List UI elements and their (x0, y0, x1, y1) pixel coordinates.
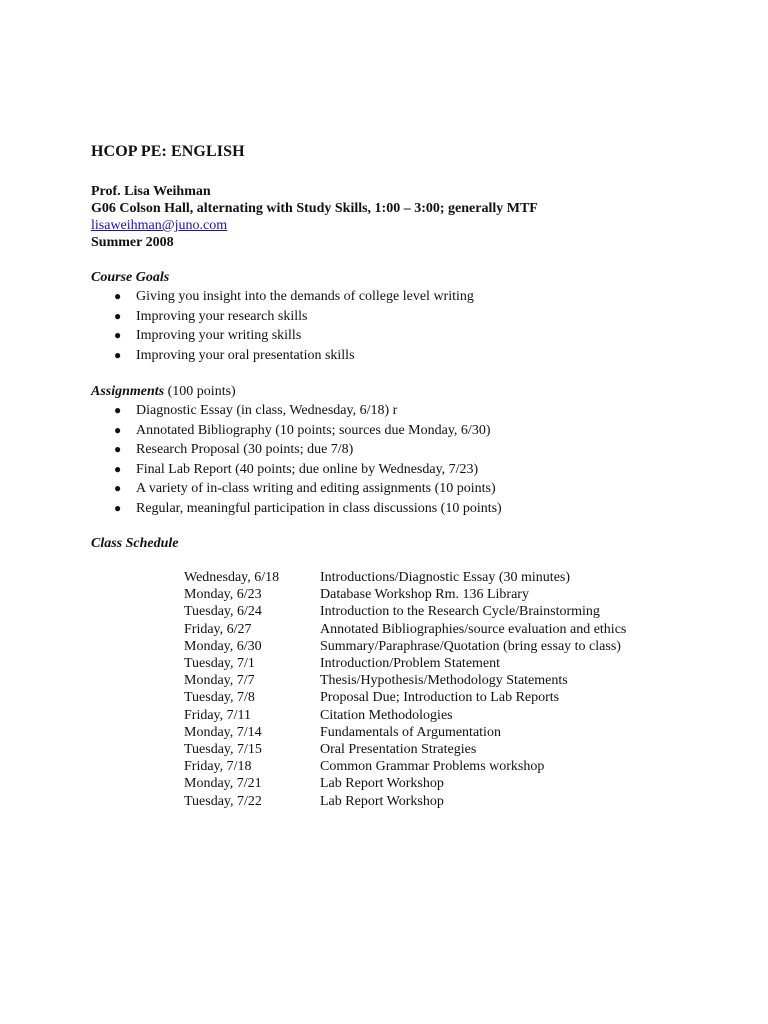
schedule-topic: Citation Methodologies (320, 707, 453, 723)
assignment-item (91, 460, 502, 480)
schedule-topic: Lab Report Workshop (320, 776, 444, 792)
assignments-points-note: (100 points) (167, 384, 236, 399)
schedule-topic: Proposal Due; Introduction to Lab Reports (320, 690, 560, 706)
schedule-topic: Summary/Paraphrase/Quotation (bring essay to class) (320, 638, 621, 654)
course-goals-list (91, 287, 474, 365)
bullet-icon: ● (114, 442, 122, 457)
schedule-row (184, 689, 626, 706)
course-goals-heading: Course Goals (91, 270, 170, 285)
bullet-icon: ● (114, 347, 122, 362)
schedule-table (184, 569, 626, 810)
assignment-item-text: Research Proposal (30 points; due 7/8) (136, 442, 354, 458)
goal-item (91, 287, 474, 307)
schedule-row (184, 569, 626, 586)
schedule-row (184, 707, 626, 724)
schedule-row (184, 775, 626, 792)
schedule-row (184, 724, 626, 741)
assignments-heading (91, 383, 236, 401)
schedule-row (184, 793, 626, 810)
assignment-item (91, 401, 502, 421)
schedule-topic: Introduction to the Research Cycle/Brainstorming (320, 604, 600, 620)
goal-item-text: Giving you insight into the demands of college level writing (136, 289, 474, 304)
schedule-row (184, 741, 626, 758)
assignments-list (91, 401, 502, 519)
schedule-day: Friday, 6/27 (184, 621, 252, 637)
assignments-heading-label: Assignments (91, 384, 165, 399)
goal-item-text: Improving your oral presentation skills (136, 347, 355, 363)
schedule-row (184, 586, 626, 603)
goal-item (91, 346, 474, 366)
schedule-day: Monday, 7/7 (184, 673, 255, 689)
schedule-topic: Oral Presentation Strategies (320, 742, 477, 758)
goal-item (91, 307, 474, 327)
assignment-item-text: Final Lab Report (40 points; due online by Wednesday, 7/23) (136, 461, 479, 477)
schedule-topic: Introduction/Problem Statement (320, 656, 501, 672)
bullet-icon: ● (114, 500, 122, 515)
schedule-topic: Introductions/Diagnostic Essay (30 minutes) (320, 570, 571, 585)
assignment-item-text: A variety of in-class writing and editing assignments (10 points) (136, 481, 496, 497)
schedule-day: Friday, 7/18 (184, 759, 252, 775)
schedule-day: Wednesday, 6/18 (184, 570, 280, 585)
bullet-icon: ● (114, 403, 122, 417)
schedule-day: Monday, 6/23 (184, 587, 262, 603)
email-link[interactable]: lisaweihman@juno.com (91, 218, 228, 233)
schedule-topic: Lab Report Workshop (320, 793, 444, 809)
schedule-day: Monday, 7/21 (184, 776, 262, 792)
class-schedule-heading: Class Schedule (91, 536, 179, 551)
assignment-item (91, 479, 502, 499)
assignment-item (91, 421, 502, 441)
goal-item (91, 326, 474, 346)
assignment-item (91, 440, 502, 460)
goal-item-text: Improving your research skills (136, 308, 308, 324)
goal-item-text: Improving your writing skills (136, 328, 302, 344)
schedule-day: Tuesday, 7/15 (184, 742, 262, 758)
schedule-day: Monday, 6/30 (184, 638, 262, 654)
schedule-day: Monday, 7/14 (184, 724, 262, 740)
schedule-day: Tuesday, 6/24 (184, 604, 262, 620)
assignment-item-text: Regular, meaningful participation in class discussions (10 points) (136, 500, 502, 516)
schedule-topic: Fundamentals of Argumentation (320, 724, 501, 740)
assignment-item-text: Diagnostic Essay (in class, Wednesday, 6/18) r (136, 403, 398, 418)
schedule-topic: Thesis/Hypothesis/Methodology Statements (320, 673, 568, 689)
schedule-day: Tuesday, 7/1 (184, 656, 255, 672)
schedule-row (184, 603, 626, 620)
bullet-icon: ● (114, 481, 122, 496)
bullet-icon: ● (114, 328, 122, 343)
schedule-topic: Database Workshop Rm. 136 Library (320, 587, 529, 603)
schedule-day: Tuesday, 7/8 (184, 690, 255, 706)
schedule-row (184, 758, 626, 775)
schedule-topic: Common Grammar Problems workshop (320, 759, 545, 775)
schedule-row (184, 655, 626, 672)
bullet-icon: ● (114, 289, 122, 303)
schedule-day: Tuesday, 7/22 (184, 793, 262, 809)
schedule-row (184, 672, 626, 689)
bullet-icon: ● (114, 461, 122, 476)
schedule-topic: Annotated Bibliographies/source evaluation and ethics (320, 621, 627, 637)
bullet-icon: ● (114, 308, 122, 323)
assignment-item (91, 499, 502, 519)
schedule-row (184, 621, 626, 638)
page-title: HCOP PE: ENGLISH (91, 143, 245, 160)
class-location: G06 Colson Hall, alternating with Study Skills, 1:00 – 3:00; generally MTF (91, 201, 538, 216)
bullet-icon: ● (114, 422, 122, 437)
schedule-row (184, 638, 626, 655)
professor-name: Prof. Lisa Weihman (91, 184, 211, 199)
assignment-item-text: Annotated Bibliography (10 points; sources due Monday, 6/30) (136, 422, 491, 438)
schedule-day: Friday, 7/11 (184, 707, 252, 723)
term: Summer 2008 (91, 235, 174, 250)
